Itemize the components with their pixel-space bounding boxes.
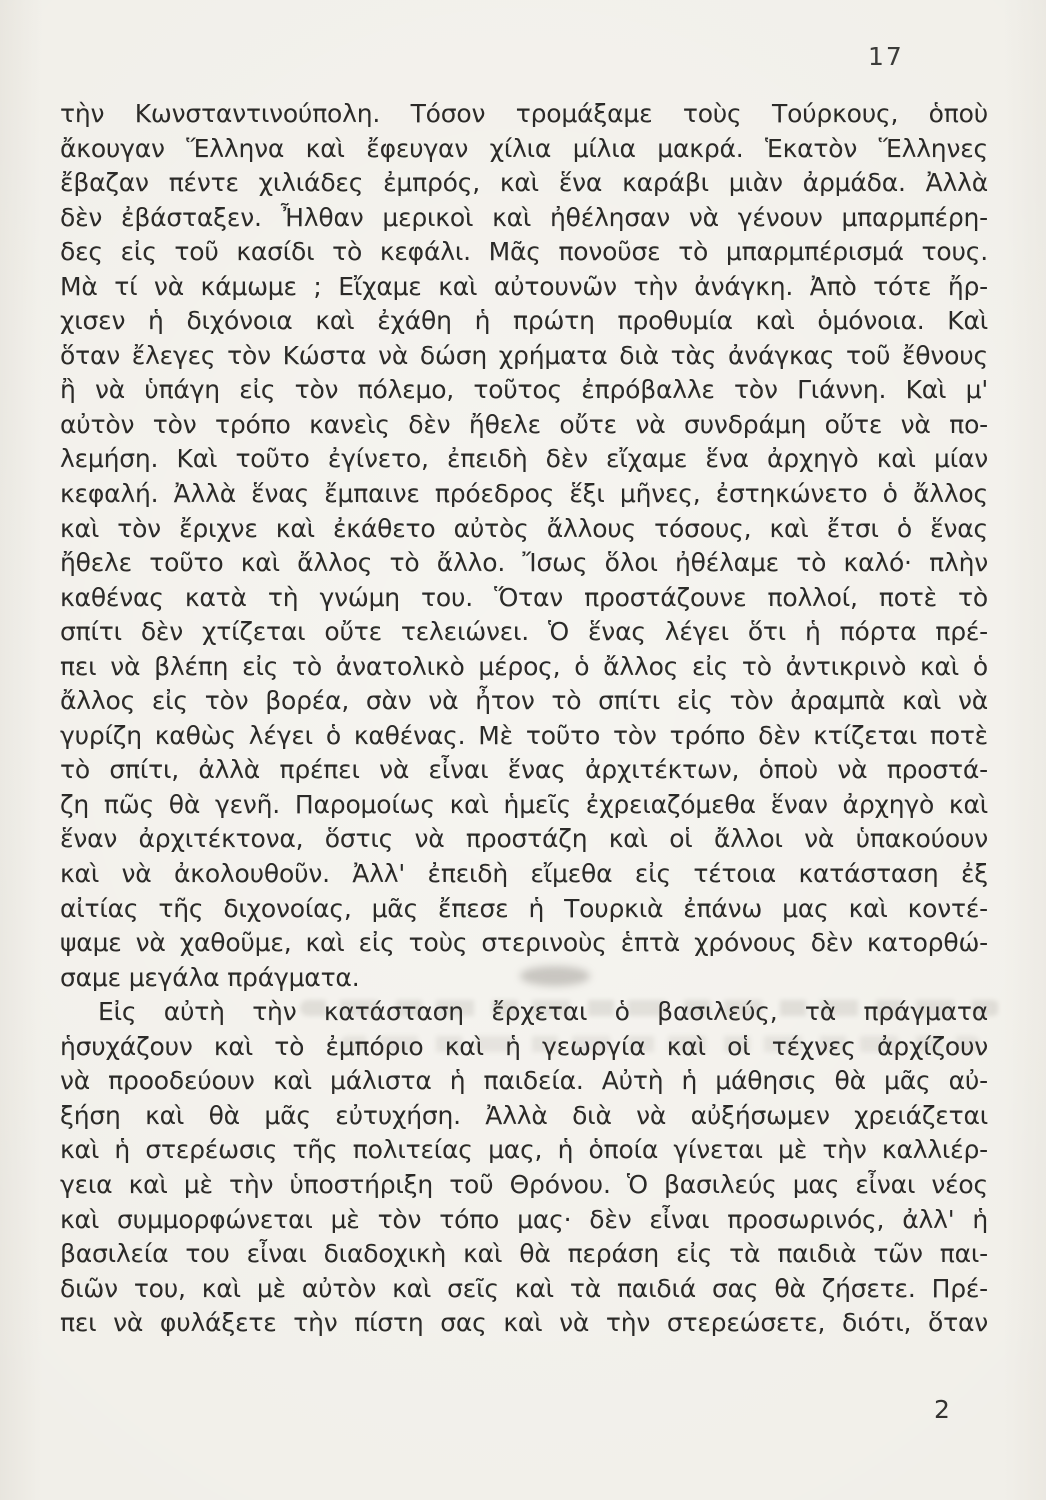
text-line: χισεν ἡ διχόνοια καὶ ἐχάθη ἡ πρώτη προθυμία καὶ ὁμόνοια. Καὶ bbox=[60, 306, 988, 336]
signature-number: 2 bbox=[934, 1395, 950, 1424]
text-line: ἔβαζαν πέντε χιλιάδες ἐμπρός, καὶ ἕνα καράβι μιὰν ἀρμάδα. Ἀλλὰ bbox=[60, 168, 988, 198]
text-line-paragraph-end: σαμε μεγάλα πράγματα. bbox=[60, 962, 360, 992]
text-line: νὰ προοδεύουν καὶ μάλιστα ἡ παιδεία. Αὐτὴ ἡ μάθησις θὰ μᾶς αὐ- bbox=[60, 1066, 988, 1096]
text-line: ζη πῶς θὰ γενῆ. Παρομοίως καὶ ἡμεῖς ἐχρειαζόμεθα ἕναν ἀρχηγὸ καὶ bbox=[60, 789, 988, 819]
text-line: αἰτίας τῆς διχονοίας, μᾶς ἔπεσε ἡ Τουρκιὰ ἐπάνω μας καὶ κοντέ- bbox=[60, 893, 988, 923]
text-line: ψαμε νὰ χαθοῦμε, καὶ εἰς τοὺς στερινοὺς ἑπτὰ χρόνους δὲν κατορθώ- bbox=[60, 928, 988, 958]
text-line: γυρίζη καθὼς λέγει ὁ καθένας. Μὲ τοῦτο τὸν τρόπο δὲν κτίζεται ποτὲ bbox=[60, 720, 988, 750]
text-line: δες εἰς τοῦ κασίδι τὸ κεφάλι. Μᾶς πονοῦσε τὸ μπαρμπέρισμά τους. bbox=[60, 237, 988, 267]
page-number: 17 bbox=[868, 42, 904, 71]
text-line: σπίτι δὲν χτίζεται οὔτε τελειώνει. Ὁ ἕνας λέγει ὅτι ἡ πόρτα πρέ- bbox=[60, 617, 988, 647]
text-line: διῶν του, καὶ μὲ αὐτὸν καὶ σεῖς καὶ τὰ παιδιά σας θὰ ζήσετε. Πρέ- bbox=[60, 1273, 988, 1303]
text-line: ὅταν ἔλεγες τὸν Κώστα νὰ δώση χρήματα διὰ τὰς ἀνάγκας τοῦ ἔθνους bbox=[60, 340, 988, 370]
text-line: γεια καὶ μὲ τὴν ὑποστήριξη τοῦ Θρόνου. Ὁ βασιλεύς μας εἶναι νέος bbox=[60, 1169, 988, 1199]
text-line: τὸ σπίτι, ἀλλὰ πρέπει νὰ εἶναι ἕνας ἀρχιτέκτων, ὁποὺ νὰ προστά- bbox=[60, 755, 988, 785]
text-line: ἕναν ἀρχιτέκτονα, ὅστις νὰ προστάζη καὶ οἱ ἄλλοι νὰ ὑπακούουν bbox=[60, 824, 988, 854]
text-line: πει νὰ βλέπη εἰς τὸ ἀνατολικὸ μέρος, ὁ ἄλλος εἰς τὸ ἀντικρινὸ καὶ ὁ bbox=[60, 651, 988, 681]
text-line: δὲν ἐβάσταξεν. Ἦλθαν μερικοὶ καὶ ἠθέλησαν νὰ γένουν μπαρμπέρη- bbox=[60, 202, 988, 232]
text-line: καθένας κατὰ τὴ γνώμη του. Ὅταν προστάζουνε πολλοί, ποτὲ τὸ bbox=[60, 582, 988, 612]
text-line: καὶ νὰ ἀκολουθοῦν. Ἀλλ' ἐπειδὴ εἴμεθα εἰς τέτοια κατάσταση ἐξ bbox=[60, 859, 988, 889]
text-line: αὐτὸν τὸν τρόπο κανεὶς δὲν ἤθελε οὔτε νὰ συνδράμη οὔτε νὰ πο- bbox=[60, 409, 988, 439]
text-line: ξήση καὶ θὰ μᾶς εὐτυχήση. Ἀλλὰ διὰ νὰ αὐξήσωμεν χρειάζεται bbox=[60, 1100, 988, 1130]
text-line: ἤθελε τοῦτο καὶ ἄλλος τὸ ἄλλο. Ἴσως ὅλοι ἠθέλαμε τὸ καλό· πλὴν bbox=[60, 548, 988, 578]
text-line: καὶ ἡ στερέωσις τῆς πολιτείας μας, ἡ ὁποία γίνεται μὲ τὴν καλλιέρ- bbox=[60, 1135, 988, 1165]
text-line: κεφαλή. Ἀλλὰ ἕνας ἔμπαινε πρόεδρος ἕξι μῆνες, ἐστηκώνετο ὁ ἄλλος bbox=[60, 479, 988, 509]
text-line: λεμήση. Καὶ τοῦτο ἐγίνετο, ἐπειδὴ δὲν εἴχαμε ἕνα ἀρχηγὸ καὶ μίαν bbox=[60, 444, 988, 474]
text-line: ἡσυχάζουν καὶ τὸ ἐμπόριο καὶ ἡ γεωργία καὶ οἱ τέχνες ἀρχίζουν bbox=[60, 1031, 988, 1061]
text-line: ἄκουγαν Ἕλληνα καὶ ἔφευγαν χίλια μίλια μακρά. Ἑκατὸν Ἕλληνες bbox=[60, 133, 988, 163]
text-line: καὶ τὸν ἔριχνε καὶ ἐκάθετο αὐτὸς ἄλλους τόσους, καὶ ἔτσι ὁ ἕνας bbox=[60, 513, 988, 543]
text-line-paragraph-start: Εἰς αὐτὴ τὴν κατάσταση ἔρχεται ὁ βασιλεύς, τὰ πράγματα bbox=[98, 997, 988, 1027]
text-line: Μὰ τί νὰ κάμωμε ; Εἴχαμε καὶ αὐτουνῶν τὴν ἀνάγκη. Ἀπὸ τότε ἤρ- bbox=[60, 271, 988, 301]
text-line: τὴν Κωνσταντινούπολη. Τόσον τρομάξαμε τοὺς Τούρκους, ὁποὺ bbox=[60, 99, 988, 128]
text-line: ἄλλος εἰς τὸν βορέα, σὰν νὰ ἦτον τὸ σπίτι εἰς τὸν ἀραμπὰ καὶ νὰ bbox=[60, 686, 988, 716]
text-block bbox=[60, 97, 988, 1341]
text-line: βασιλεία του εἶναι διαδοχικὴ καὶ θὰ περάση εἰς τὰ παιδιὰ τῶν παι- bbox=[60, 1239, 988, 1269]
text-line: πει νὰ φυλάξετε τὴν πίστη σας καὶ νὰ τὴν στερεώσετε, διότι, ὅταν bbox=[60, 1308, 988, 1338]
text-line: ἢ νὰ ὑπάγη εἰς τὸν πόλεμο, τοῦτος ἐπρόβαλλε τὸν Γιάννη. Καὶ μ' bbox=[60, 375, 988, 405]
text-line: καὶ συμμορφώνεται μὲ τὸν τόπο μας· δὲν εἶναι προσωρινός, ἀλλ' ἡ bbox=[60, 1204, 988, 1234]
